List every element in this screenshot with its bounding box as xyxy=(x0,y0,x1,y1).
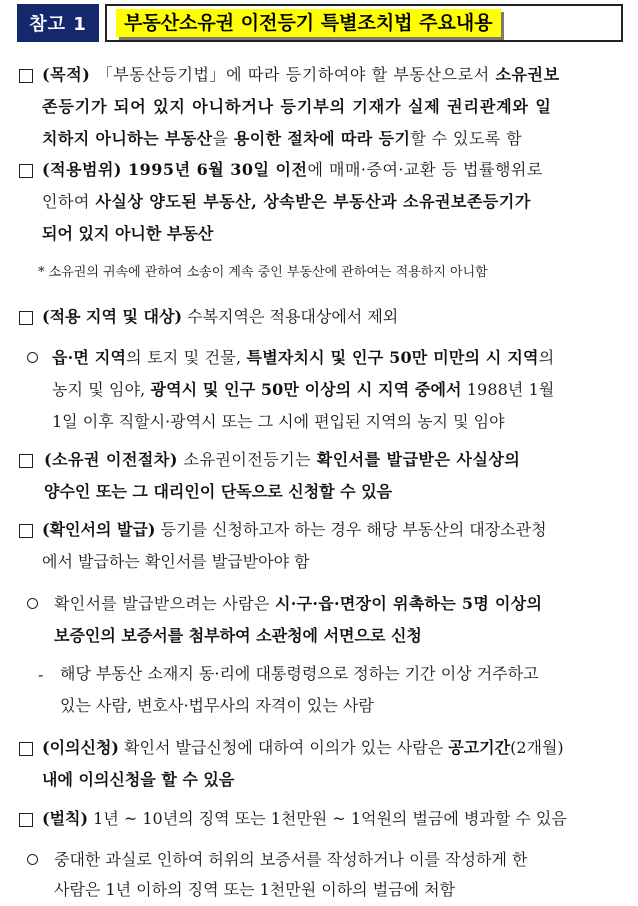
reference-badge: 참고 1 xyxy=(17,4,99,42)
scope-note: * 소유권의 귀속에 관하여 소송이 계속 중인 부동산에 관하여는 적용하지 아니함 xyxy=(38,265,488,280)
square-bullet-icon xyxy=(19,524,33,538)
square-bullet-icon xyxy=(19,454,33,468)
purpose-line-3: 치하지 아니하는 부동산을 용이한 절차에 따라 등기할 수 있도록 함 xyxy=(42,129,522,148)
certificate-bullet-line-1: 확인서를 발급받으려는 사람은 시·구·읍·면장이 위촉하는 5명 이상의 xyxy=(54,594,543,613)
penalty-bullet-line-1: 중대한 과실로 인하여 허위의 보증서를 작성하거나 이를 작성하게 한 xyxy=(54,850,528,869)
penalty-line-1: (벌칙) 1년 ~ 10년의 징역 또는 1천만원 ~ 1억원의 벌금에 병과할 수 있음 xyxy=(42,809,567,828)
square-bullet-icon xyxy=(19,311,33,325)
purpose-line-2: 존등기가 되어 있지 아니하거나 등기부의 기재가 실제 권리관계와 일 xyxy=(42,97,552,116)
objection-line-1: (이의신청) 확인서 발급신청에 대하여 이의가 있는 사람은 공고기간(2개월) xyxy=(42,738,564,757)
region-line-1: (적용 지역 및 대상) 수복지역은 적용대상에서 제외 xyxy=(42,307,399,326)
purpose-line-1: (목적) 「부동산등기법」에 따라 등기하여야 할 부동산으로서 소유권보 xyxy=(42,65,560,84)
certificate-dash-line-1: 해당 부동산 소재지 동·리에 대통령령으로 정하는 기간 이상 거주하고 xyxy=(60,664,539,683)
certificate-line-1: (확인서의 발급) 등기를 신청하고자 하는 경우 해당 부동산의 대장소관청 xyxy=(42,520,547,539)
certificate-line-2: 에서 발급하는 확인서를 발급받아야 함 xyxy=(42,552,310,571)
note-asterisk: * xyxy=(38,265,45,280)
region-bullet-line-1: 읍·면 지역의 토지 및 건물, 특별자치시 및 인구 50만 미만의 시 지역의 xyxy=(52,348,555,367)
scope-line-1: (적용범위) 1995년 6월 30일 이전에 매매·증여·교환 등 법률행위로 xyxy=(42,160,543,179)
region-bullet-line-2: 농지 및 임야, 광역시 및 인구 50만 이상의 시 지역 중에서 1988년 1월 xyxy=(52,380,555,399)
objection-line-2: 내에 이의신청을 할 수 있음 xyxy=(42,770,235,789)
scope-line-3: 되어 있지 아니한 부동산 xyxy=(42,224,214,243)
dash-bullet: - xyxy=(38,666,44,684)
title-box xyxy=(105,4,623,42)
scope-line-2: 인하여 사실상 양도된 부동산, 상속받은 부동산과 소유권보존등기가 xyxy=(42,192,531,211)
circle-bullet-icon xyxy=(27,598,38,609)
square-bullet-icon xyxy=(19,813,33,827)
region-bullet-line-3: 1일 이후 직할시·광역시 또는 그 시에 편입된 지역의 농지 및 임야 xyxy=(52,412,505,431)
certificate-bullet-line-2: 보증인의 보증서를 첨부하여 소관청에 서면으로 신청 xyxy=(54,626,422,645)
penalty-bullet-line-2: 사람은 1년 이하의 징역 또는 1천만원 이하의 벌금에 처함 xyxy=(54,880,456,899)
circle-bullet-icon xyxy=(27,352,38,363)
header xyxy=(0,0,638,50)
circle-bullet-icon xyxy=(27,854,38,865)
square-bullet-icon xyxy=(19,164,33,178)
procedure-line-1: (소유권 이전절차) 소유권이전등기는 확인서를 발급받은 사실상의 xyxy=(44,450,521,469)
page-title: 부동산소유권 이전등기 특별조치법 주요내용 xyxy=(116,9,501,37)
square-bullet-icon xyxy=(19,69,33,83)
certificate-dash-line-2: 있는 사람, 변호사·법무사의 자격이 있는 사람 xyxy=(60,696,374,715)
procedure-line-2: 양수인 또는 그 대리인이 단독으로 신청할 수 있음 xyxy=(44,482,393,501)
square-bullet-icon xyxy=(19,742,33,756)
